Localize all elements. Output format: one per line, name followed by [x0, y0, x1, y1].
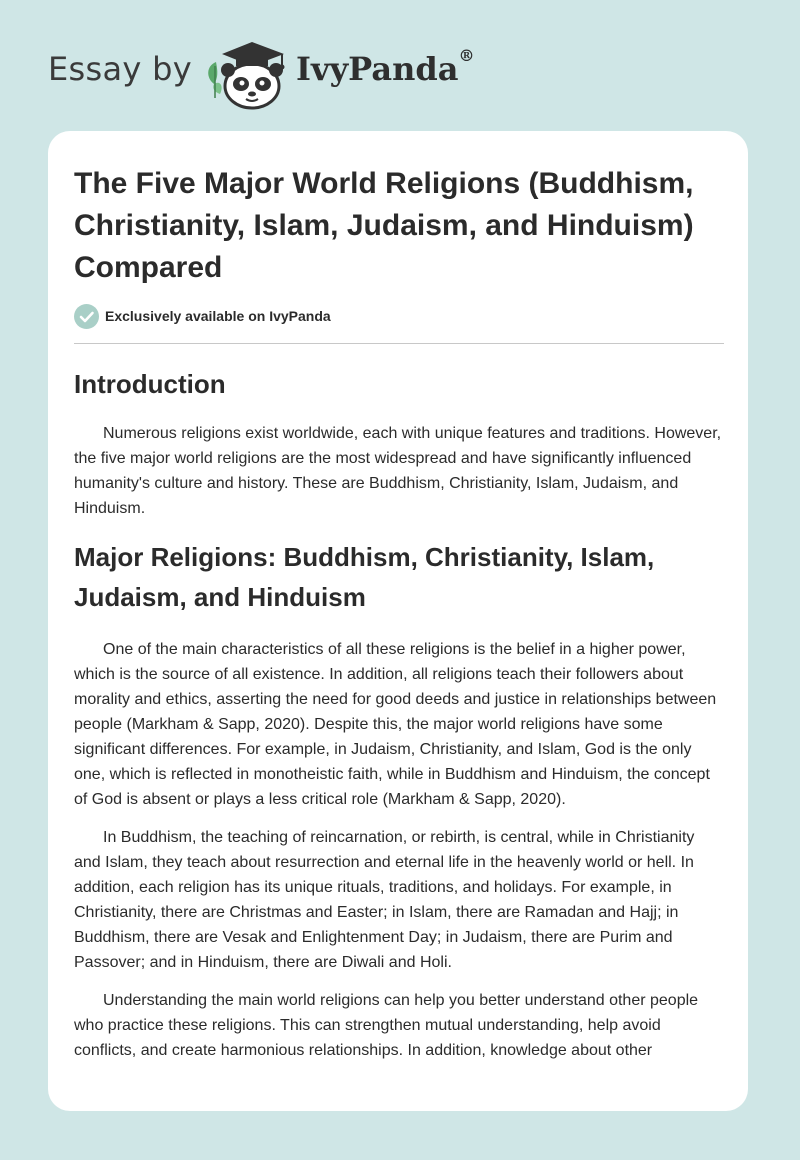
- essay-content: [74, 163, 724, 1063]
- paragraph: In Buddhism, the teaching of reincarnation, or rebirth, is central, while in Christianity and Islam, they teach about resurrection and eternal life in the heavenly world or hell. In addition, each religion has its unique rituals, traditions, and holidays. For example, in Christianity, there are Christmas and Easter; in Islam, there are Ramadan and Hajj; in Buddhism, there are Vesak and Enlightenment Day; in Judaism, there are Purim and Passover; and in Hinduism, there are Diwali and Holi.: [74, 829, 695, 971]
- site-header: [0, 0, 800, 130]
- section-heading-major-religions: Major Religions: Buddhism, Christianity, Islam, Judaism, and Hinduism: [74, 542, 655, 612]
- essay-card: [48, 131, 748, 1111]
- check-circle-icon: [74, 304, 99, 329]
- registered-mark: ®: [458, 46, 475, 65]
- paragraph: One of the main characteristics of all these religions is the belief in a higher power, which is the source of all existence. In addition, all religions teach their followers about morality and ethics, asserting the need for good deeds and justice in relationships between people (Markham & Sapp, 2020). Despite this, the major world religions have some significant differences. For example, in Judaism, Christianity, and Islam, God is the only one, which is reflected in monotheistic faith, while in Buddhism and Hinduism, the concept of God is absent or plays a less critical role (Markham & Sapp, 2020).: [74, 641, 717, 808]
- exclusive-badge: [74, 303, 724, 329]
- page-title: The Five Major World Religions (Buddhism, Christianity, Islam, Judaism, and Hinduism) Compared: [74, 167, 694, 284]
- exclusive-label: Exclusively available on IvyPanda: [105, 308, 331, 324]
- paragraph: Understanding the main world religions can help you better understand other people who practice these religions. This can strengthen mutual understanding, help avoid conflicts, and create harmonious relationships. In addition, knowledge about other: [74, 992, 699, 1059]
- brand-prefix: Essay by: [48, 50, 192, 88]
- section-heading-introduction: Introduction: [74, 369, 226, 399]
- panda-graduate-icon[interactable]: [200, 36, 292, 110]
- brand-name[interactable]: IvyPanda®: [296, 46, 475, 88]
- paragraph: Numerous religions exist worldwide, each with unique features and traditions. However, the five major world religions are the most widespread and have significantly influenced humanity's culture and history. These are Buddhism, Christianity, Islam, Judaism, and Hinduism.: [74, 425, 722, 517]
- divider: [74, 343, 724, 344]
